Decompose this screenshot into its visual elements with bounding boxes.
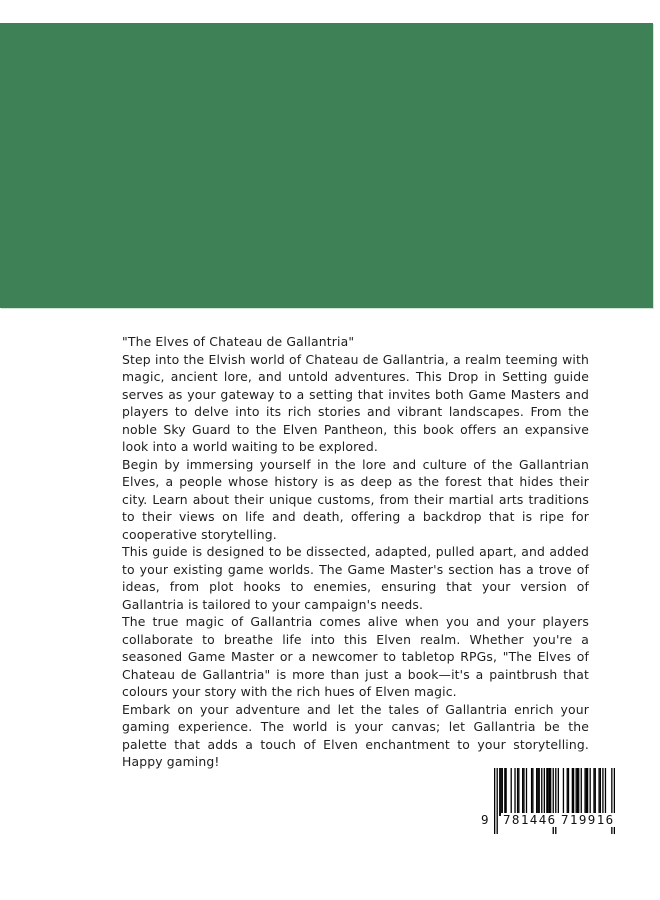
blurb-paragraph-3: This guide is designed to be dissected, adapted, pulled apart, and added to your existing game worlds. The Game Master's section has a trove of ideas, from plot hooks to enemies, ensuring that your version of Gallantria is tailored to your campaign's needs. — [122, 544, 589, 612]
blurb-title: "The Elves of Chateau de Gallantria" — [122, 334, 355, 349]
blurb-paragraph-2: Begin by immersing yourself in the lore and culture of the Gallantrian Elves, a people whose history is as deep as the forest that hides their city. Learn about their unique customs, from their martial arts traditions to their views on life and death, offering a backdrop that is ripe for cooperative storytelling. — [122, 456, 589, 542]
barcode-first-digit: 9 — [481, 812, 490, 827]
blurb-paragraph-5: Embark on your adventure and let the tales of Gallantria enrich your gaming experience. The world is your canvas; let Gallantria be the palette that adds a touch of Elven enchantment to your storytelling. Happy gaming! — [122, 701, 589, 769]
blurb-paragraph-4: The true magic of Gallantria comes alive when you and your players collaborate to breathe life into this Elven realm. Whether you're a seasoned Game Master or a newcomer to tabletop RPGs, "The Elves of Chateau de Gallantria" is more than just a book—it's a paintbrush that colours your story with the rich hues of Elven magic. — [122, 614, 589, 699]
back-cover-blurb — [122, 333, 589, 771]
isbn-barcode — [474, 766, 620, 836]
blurb-paragraph-1: Step into the Elvish world of Chateau de Gallantria, a realm teeming with magic, ancient lore, and untold adventures. This Drop in Setting guide serves as your gateway to a setting that invites both Game Masters and players to delve into its rich stories and vibrant landscapes. From the noble Sky Guard to the Elven Pantheon, this book offers an expansive look into a world waiting to be explored. — [122, 351, 589, 454]
barcode-left-digits: 781446 — [503, 812, 557, 827]
barcode-right-digits: 719916 — [561, 812, 615, 827]
cover-color-block — [0, 23, 653, 308]
